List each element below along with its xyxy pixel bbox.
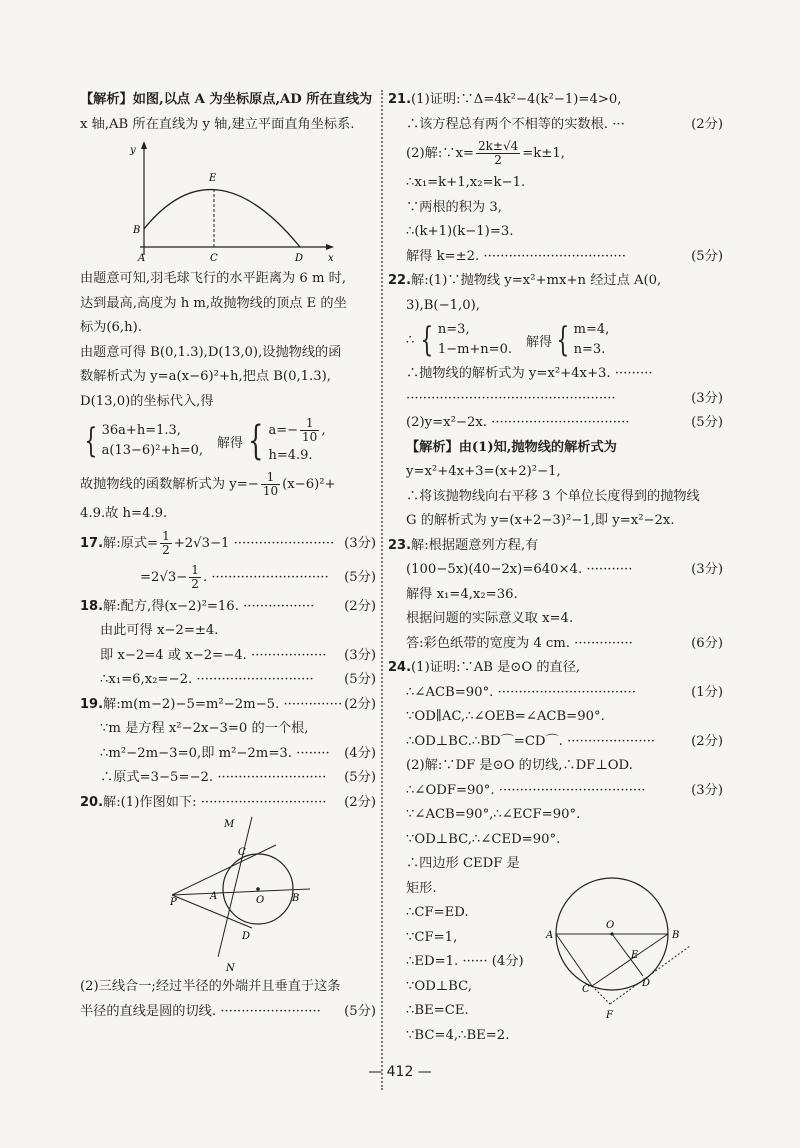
system-equations — [102, 421, 203, 461]
score: (5分) — [344, 569, 376, 585]
label-N: N — [226, 963, 235, 974]
q24-line: ∴BE=CE. — [406, 1003, 469, 1018]
q21-line: ∴(k+1)(k−1)=3. — [406, 224, 514, 239]
label-A: A — [546, 930, 554, 941]
equation: n=3, — [437, 322, 470, 337]
score: (3分) — [344, 647, 376, 663]
brace-icon: { — [420, 320, 434, 360]
page-number: — 412 — — [368, 1064, 432, 1080]
column-divider — [381, 90, 383, 1090]
solution-m: m=4, — [573, 322, 610, 337]
equation-system-1 — [80, 416, 376, 466]
score: (1分) — [691, 684, 723, 700]
solution-h: h=4.9. — [268, 448, 313, 463]
score: (2分) — [691, 116, 723, 132]
q24-line: ∵OD∥AC,∴∠OEB=∠ACB=90°. — [406, 709, 605, 724]
score: (5分) — [344, 1003, 376, 1019]
solve-label: 解得 — [217, 435, 244, 451]
q22-line: ·················································· (3分) — [388, 387, 723, 412]
q24-line: ∵OD⊥BC, — [406, 978, 472, 994]
q20-line: (2)三线合一;经过半径的外端并且垂直于这条 — [80, 979, 341, 994]
system-equations — [438, 320, 512, 360]
system-solution — [574, 320, 610, 360]
q22-line: G 的解析式为 y=(x+2−3)²−1,即 y=x²−2x. — [406, 513, 675, 528]
score: (3分) — [691, 782, 723, 798]
label-P: P — [170, 897, 177, 908]
score: (3分) — [344, 535, 376, 551]
q24-line: ∴∠ACB=90°. ································· (1分) — [388, 681, 723, 706]
q17-line: 17.解:原式= $\frac{1}{2}$ +2√3−1 ························ (3分) — [80, 527, 376, 561]
label-A: A — [138, 253, 146, 264]
label-O: O — [606, 920, 615, 931]
q24-line: ∴四边形 CEDF 是 — [406, 856, 520, 871]
q23-line: 答:彩色纸带的宽度为 4 cm. ·············· (6分) — [388, 632, 723, 657]
label-C: C — [238, 847, 246, 858]
score: (6分) — [691, 635, 723, 651]
q21-line: (2)解:∵x= $\frac{2k\pm√4}{2}$ =k±1, — [406, 139, 565, 167]
q23-line: 解得 x₁=4,x₂=36. — [406, 586, 518, 602]
chord-AC — [556, 934, 592, 986]
y-axis-arrow-icon — [141, 141, 147, 149]
label-O: O — [256, 895, 265, 906]
q18-line: 即 x−2=4 或 x−2=−4. ·················· (3分) — [80, 644, 376, 669]
brace-icon: { — [556, 320, 570, 360]
system-solution — [268, 416, 325, 466]
score: (3分) — [691, 562, 723, 577]
q21-line: ∴x₁=k+1,x₂=k−1. — [406, 175, 526, 190]
brace-icon: { — [84, 421, 98, 461]
q16-line: x 轴,AB 所在直线为 y 轴,建立平面直角坐标系. — [80, 116, 355, 132]
q24-line: 矩形. — [406, 880, 437, 896]
score: (5分) — [691, 415, 723, 430]
label-F: F — [606, 1010, 613, 1021]
q24-line: ∴∠ODF=90°. ··································· (3分) — [388, 779, 723, 804]
parabola-curve — [144, 190, 300, 247]
label-E: E — [631, 950, 639, 961]
q19-line: ∴原式=3−5=−2. ·························· (5分) — [80, 766, 376, 791]
q22-line: ∴将该抛物线向右平移 3 个单位长度得到的抛物线 — [406, 488, 700, 504]
q16-line: 数解析式为 y=a(x−6)²+h,把点 B(0,1.3), — [80, 369, 331, 384]
solution-n: n=3. — [573, 342, 606, 357]
q22-line: ∴抛物线的解析式为 y=x²+4x+3. ········· — [406, 366, 653, 381]
q24-line: ∴CF=ED. — [406, 905, 469, 920]
label-D: D — [242, 931, 251, 942]
equation: 36a+h=1.3, — [101, 423, 181, 438]
q16-line — [80, 88, 376, 113]
q21-line: ∴该方程总有两个不相等的实数根. ··· (2分) — [388, 113, 723, 138]
score: (2分) — [344, 598, 376, 614]
tangent-DF — [610, 946, 690, 1004]
parabola-figure — [80, 137, 376, 267]
solution-a: a=− $\frac{1}{10}$ , — [268, 416, 326, 444]
label-C: C — [210, 253, 218, 264]
q24-line: 24.(1)证明:∵AB 是⊙O 的直径, — [388, 660, 581, 675]
q16-line: 由题意可知,羽毛球飞行的水平距离为 6 m 时, — [80, 271, 347, 286]
label-D: D — [642, 978, 651, 989]
q18-line: ∴x₁=6,x₂=−2. ···························· (5分) — [80, 668, 376, 693]
x-axis-arrow-icon — [326, 244, 334, 250]
q22-line: y=x²+4x+3=(x+2)²−1, — [406, 464, 561, 479]
label-M: M — [224, 819, 235, 830]
q23-line: 23.解:根据题意列方程,有 — [388, 537, 539, 553]
q16-line: 标为(6,h). — [80, 320, 142, 335]
score: (4分) — [491, 954, 524, 969]
q21-line: 21.(1)证明:∵Δ=4k²−4(k²−1)=4>0, — [388, 92, 622, 107]
q16-line: 4.9.故 h=4.9. — [80, 506, 168, 521]
equation: a(13−6)²+h=0, — [101, 443, 204, 458]
q24-line: ∵∠ACB=90°,∴∠ECF=90°. — [406, 807, 581, 822]
circle-rectangle-figure — [540, 876, 720, 1026]
q24-line: ∵OD⊥BC,∴∠CED=90°. — [406, 831, 561, 847]
q20-line: 半径的直线是圆的切线. ························ (5分) — [80, 1000, 376, 1025]
label-E: E — [209, 173, 217, 184]
q17-line: =2√3− $\frac{1}{2}$ . ···························· (5分) — [80, 561, 376, 595]
label-x: x — [328, 253, 334, 264]
label-D: D — [295, 253, 304, 264]
q21-line: 解得 k=±2. ·································· (5分) — [388, 245, 723, 270]
q21-line: ∵两根的积为 3, — [406, 199, 502, 215]
score: (5分) — [691, 248, 723, 264]
q19-line: ∵m 是方程 x²−2x−3=0 的一个根, — [100, 721, 309, 736]
q24-line: ∵BC=4,∴BE=2. — [406, 1027, 510, 1043]
score: (4分) — [344, 745, 376, 761]
q16-line: 达到最高,高度为 h m,故抛物线的顶点 E 的坐 — [80, 295, 347, 311]
q22-line: (2)y=x²−2x. ································· (5分) — [388, 411, 723, 436]
solve-label: 解得 — [525, 334, 552, 350]
tangent-PC — [172, 845, 276, 895]
q24-line: ∴OD⊥BC.∴BD⌒=CD⌒. ····················· (2分) — [388, 730, 723, 755]
center-point-O — [256, 887, 260, 891]
q20-line: 20.解:(1)作图如下: ······························ (2分) — [80, 791, 376, 816]
q23-line: 根据问题的实际意义取 x=4. — [406, 611, 574, 626]
score: (2分) — [344, 794, 376, 810]
q19-line: 19.解:m(m−2)−5=m²−2m−5. ·············· (2分) — [80, 693, 376, 718]
score: (2分) — [344, 696, 376, 712]
score: (5分) — [344, 770, 376, 785]
q24-line: ∵CF=1, — [406, 929, 458, 945]
q16-line: 故抛物线的函数解析式为 y=− $\frac{1}{10}$ (x−6)²+ — [80, 470, 336, 498]
score: (5分) — [344, 672, 376, 687]
q24-line: ∴ED=1. ······ (4分) — [406, 954, 524, 969]
line-PB — [172, 889, 310, 895]
q22-line: 【解析】由(1)知,抛物线的解析式为 — [406, 439, 617, 455]
left-column — [80, 88, 376, 1024]
tangent-figure — [80, 815, 376, 975]
brace-icon: { — [248, 418, 264, 464]
label-y: y — [130, 145, 136, 156]
score: (3分) — [691, 390, 723, 406]
q23-line: (100−5x)(40−2x)=640×4. ··········· (3分) — [388, 558, 723, 583]
chord-BC — [592, 934, 668, 986]
q24-line: (2)解:∵DF 是⊙O 的切线,∴DF⊥OD. — [406, 758, 633, 773]
q18-line: 18.解:配方,得(x−2)²=16. ················· (2分) — [80, 595, 376, 620]
line-MN — [212, 817, 257, 957]
q16-line: 由题意可得 B(0,1.3),D(13,0),设抛物线的函 — [80, 344, 342, 360]
label-A: A — [210, 891, 218, 902]
equation: 1−m+n=0. — [437, 342, 512, 357]
label-B: B — [292, 893, 300, 904]
q22-line: 3),B(−1,0), — [406, 297, 480, 313]
q19-line: ∴m²−2m−3=0,即 m²−2m=3. ········ (4分) — [80, 742, 376, 767]
q18-line: 由此可得 x−2=±4. — [100, 623, 219, 638]
score: (2分) — [691, 733, 723, 749]
label-C: C — [582, 984, 590, 995]
label-B: B — [133, 225, 141, 236]
center-point-O — [610, 932, 613, 935]
label-B: B — [672, 930, 680, 941]
q16-line: D(13,0)的坐标代入,得 — [80, 393, 214, 409]
equation-system-2: ∴ { n=3, 1−m+n=0. 解得 { m=4, n=3. — [406, 320, 610, 360]
q16-text: 【解析】如图,以点 A 为坐标原点,AD 所在直线为 — [80, 92, 373, 107]
q22-line: 22.解:(1)∵抛物线 y=x²+mx+n 经过点 A(0, — [388, 273, 662, 288]
